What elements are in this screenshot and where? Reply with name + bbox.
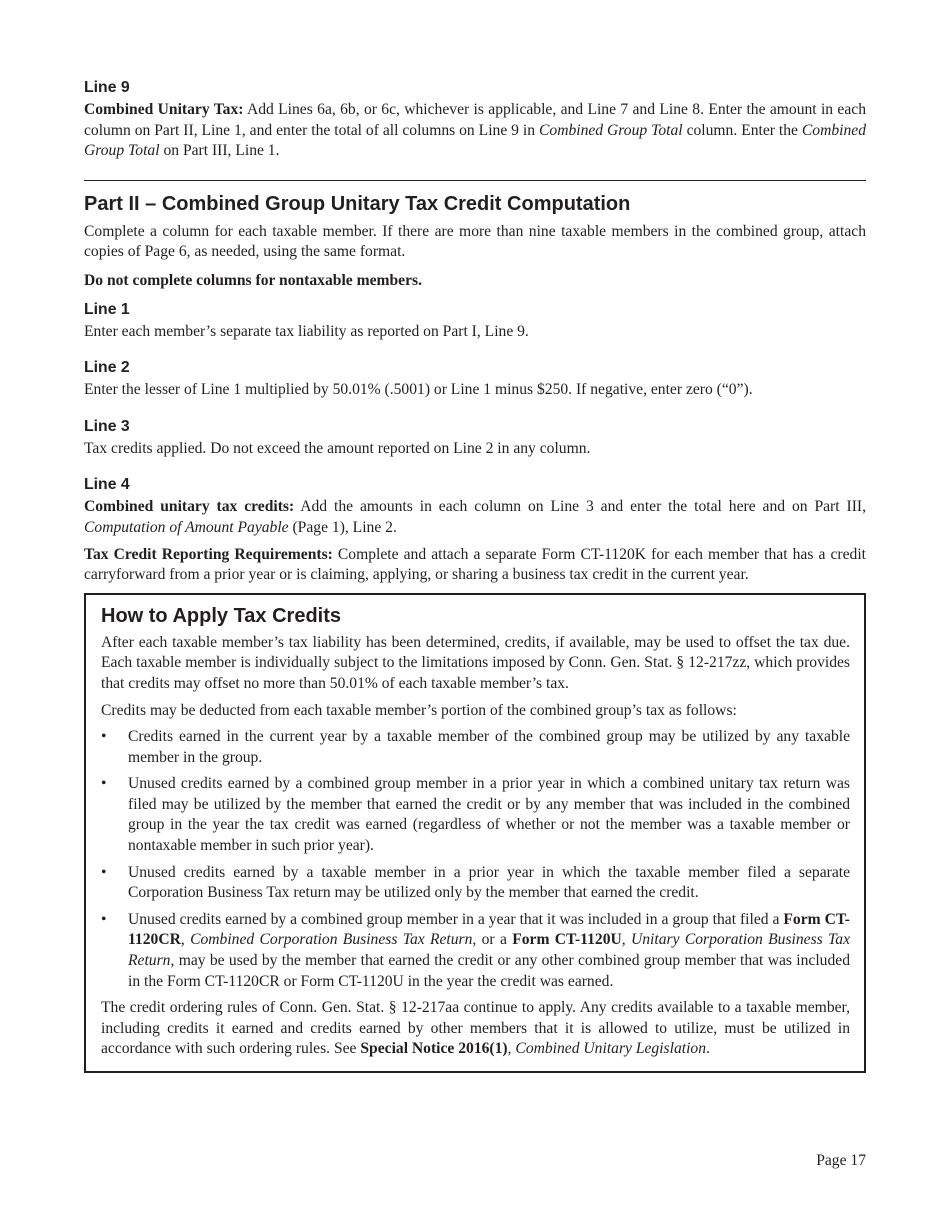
box-paragraph-1: After each taxable member’s tax liability has been determined, credits, if available, may be used to offset the tax due. Each taxable member is individually subject to the limitations imposed by Conn. Gen. Stat. § 12-217zz, which provides that credits may offset no more than 50.01% of each taxable member’s tax.: [101, 633, 850, 692]
box-paragraph-2: Credits may be deducted from each taxable member’s portion of the combined group’s tax as follows:: [101, 701, 737, 719]
line9-heading: Line 9: [84, 79, 130, 96]
b4-form-1: Form CT-1120CR: [128, 910, 850, 949]
line9-italic-2: Combined Group Total: [84, 121, 867, 160]
line1-heading: Line 1: [84, 300, 130, 318]
bullet-text-3: Unused credits earned by a taxable member in a prior year in which the taxable member filed a separate Corporation Business Tax return may be utilized only by the member that earned the credit.: [128, 863, 850, 902]
p3-text-3: .: [706, 1040, 710, 1058]
document-page: [84, 78, 866, 1073]
line4-text-1: Add the amounts in each column on Line 3 and enter the total here and on Part III,: [294, 498, 866, 516]
line4-label: Combined unitary tax credits:: [84, 498, 295, 516]
reporting-text: Complete and attach a separate Form CT-1120K for each member that has a credit carryforward from a prior year or is claiming, applying, or sharing a business tax credit in the current year.: [84, 545, 866, 584]
line9-text-1: Add Lines 6a, 6b, or 6c, whichever is applicable, and Line 7 and Line 8. Enter the amount in each column on Part II, Line 1, and enter the total of all columns on Line 9 in: [84, 101, 866, 139]
line9-label: Combined Unitary Tax:: [84, 101, 244, 118]
p3-text-1: The credit ordering rules of Conn. Gen. Stat. § 12-217aa continue to apply. Any credits available to a taxable member, including credits it earned and credits earned by other members that it is allowed to utilize, must be utilized in accordance with such ordering rules. See: [101, 999, 850, 1058]
part2-title: Part II – Combined Group Unitary Tax Credit Computation: [84, 192, 631, 215]
part2-line4: [84, 475, 866, 538]
line4-text-2: (Page 1), Line 2.: [288, 518, 397, 536]
bullet-text-4: [128, 911, 850, 990]
b4-italic-1: Combined Corporation Business Tax Return: [190, 931, 473, 949]
reporting-requirements: [84, 545, 866, 586]
reporting-label: Tax Credit Reporting Requirements:: [84, 545, 333, 563]
box-title: How to Apply Tax Credits: [101, 604, 342, 627]
part2-intro: Complete a column for each taxable member. If there are more than nine taxable members in the combined group, attach copies of Page 6, as needed, using the same format.: [84, 222, 866, 261]
b4-text-1: Unused credits earned by a combined group member in a year that it was included in a group that filed a: [128, 910, 784, 928]
line9-text: [84, 100, 866, 162]
box-paragraph-3: [101, 998, 850, 1060]
box-bullet-list: [101, 727, 850, 992]
line9-italic-1: Combined Group Total: [539, 121, 683, 139]
line1-text: Enter each member’s separate tax liability as reported on Part I, Line 9.: [84, 322, 529, 340]
part2-note-bold: Do not complete columns for nontaxable members.: [84, 271, 422, 289]
part2-line2: [84, 358, 866, 401]
line4-italic-1: Computation of Amount Payable: [84, 518, 289, 536]
b4-text-3: , or a: [472, 931, 513, 949]
part2-line3: [84, 417, 866, 460]
list-item: [101, 910, 850, 992]
b4-italic-2: Unitary Corporation Business Tax Return: [128, 931, 850, 970]
bullet-icon: •: [101, 910, 107, 928]
section-divider: [84, 180, 866, 181]
bullet-icon: •: [101, 775, 107, 793]
p3-bold-1: Special Notice 2016(1): [360, 1040, 508, 1058]
b4-text-4: ,: [621, 931, 631, 949]
bullet-text-1: Credits earned in the current year by a taxable member of the combined group may be utilized by any taxable member in the group.: [128, 728, 850, 766]
line9-text-2: column. Enter the: [682, 121, 802, 139]
list-item: [101, 774, 850, 856]
line2-text: Enter the lesser of Line 1 multiplied by 50.01% (.5001) or Line 1 minus $250. If negative, enter zero (“0”).: [84, 381, 753, 399]
list-item: [101, 863, 850, 904]
line9-text-3: on Part III, Line 1.: [159, 142, 280, 160]
list-item: [101, 727, 850, 768]
b4-text-5: , may be used by the member that earned the credit or any other combined group member that was included in the Form CT-1120CR or Form CT-1120U in the year the credit was earned.: [128, 952, 850, 990]
bullet-icon: •: [101, 863, 107, 881]
b4-text-2: ,: [180, 931, 191, 949]
line9-section: [84, 78, 866, 162]
line3-text: Tax credits applied. Do not exceed the amount reported on Line 2 in any column.: [84, 439, 591, 457]
b4-form-2: Form CT-1120U: [512, 931, 622, 949]
p3-text-2: ,: [507, 1040, 516, 1058]
p3-italic-1: Combined Unitary Legislation: [515, 1040, 707, 1058]
part2-line1: [84, 300, 866, 343]
line2-heading: Line 2: [84, 359, 130, 377]
line4-heading: Line 4: [84, 476, 130, 494]
page-number: Page 17: [816, 1152, 866, 1169]
bullet-icon: •: [101, 728, 107, 746]
line3-heading: Line 3: [84, 417, 130, 435]
part2-note: [84, 271, 866, 292]
bullet-text-2: Unused credits earned by a combined group member in a prior year in which a combined unitary tax return was filed may be utilized by the member that earned the credit or by any member that was included in the combined group in the year the tax credit was earned (regardless of whether or not the member was a taxable member or nontaxable member in such prior year).: [128, 775, 850, 855]
line4-text: [84, 497, 866, 538]
how-to-apply-box: [84, 593, 866, 1073]
